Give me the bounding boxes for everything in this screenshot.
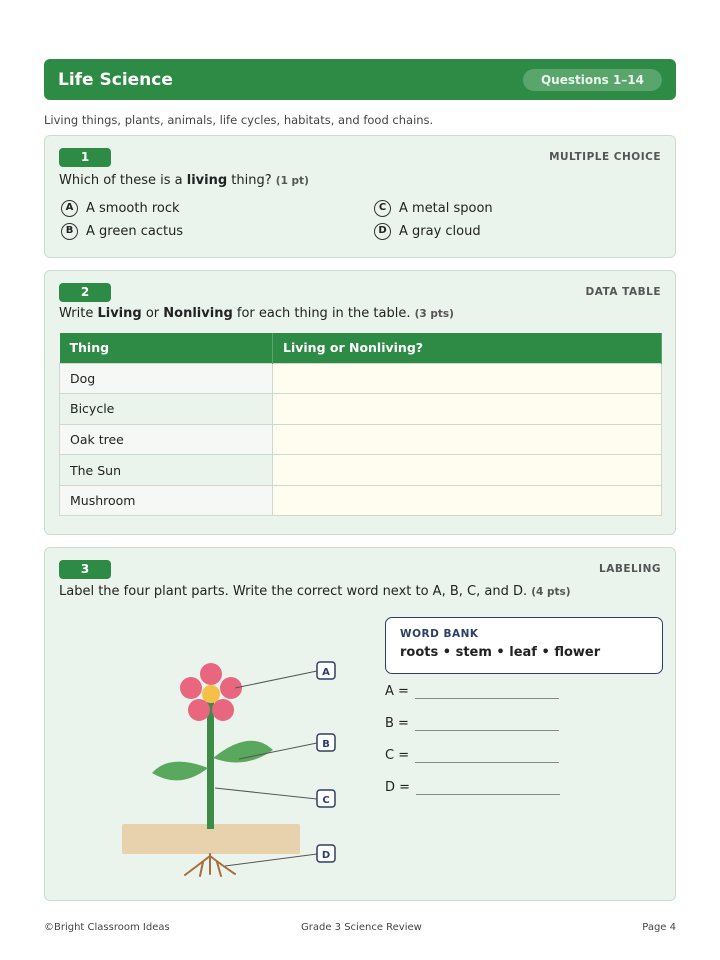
choice-text: A metal spoon: [399, 201, 493, 216]
question-prompt: [59, 306, 454, 321]
prompt-text: Label the four plant parts. Write the correct word next to A, B, C, and D.: [59, 584, 528, 599]
choice-letter-circle: B: [61, 223, 78, 240]
footer-copyright: ©Bright Classroom Ideas: [44, 922, 170, 933]
table-row: [60, 485, 662, 516]
question-2-card: [44, 270, 676, 535]
blank-label: D =: [385, 780, 411, 795]
thing-cell: Bicycle: [60, 394, 273, 425]
question-number-badge: 1: [59, 148, 111, 167]
question-type-label: MULTIPLE CHOICE: [549, 151, 661, 163]
choice-d[interactable]: [374, 223, 481, 240]
page-header: [44, 59, 676, 100]
prompt-emphasis: Living: [97, 306, 142, 321]
question-3-card: [44, 547, 676, 901]
page-title: Life Science: [58, 69, 173, 90]
answer-line[interactable]: [415, 685, 559, 699]
label-tag-c: [317, 790, 335, 807]
prompt-text: Write: [59, 306, 98, 321]
petal-shape: [212, 699, 234, 721]
word-bank-words: roots • stem • leaf • flower: [400, 645, 601, 660]
word-bank: [385, 617, 663, 674]
answer-cell[interactable]: [273, 485, 662, 516]
choice-b[interactable]: [61, 223, 183, 240]
question-1-card: [44, 135, 676, 258]
choice-c[interactable]: [374, 200, 493, 217]
choice-letter-circle: A: [61, 200, 78, 217]
answer-line[interactable]: [415, 717, 559, 731]
flower-center-shape: [202, 685, 220, 703]
answer-line[interactable]: [415, 749, 559, 763]
blank-label: C =: [385, 748, 410, 763]
question-range-badge: Questions 1–14: [523, 69, 662, 91]
choice-letter-circle: D: [374, 223, 391, 240]
thing-cell: Dog: [60, 363, 273, 394]
label-letter: C: [322, 795, 330, 806]
points-label: (4 pts): [531, 586, 571, 598]
thing-cell: The Sun: [60, 455, 273, 486]
table-row: [60, 455, 662, 486]
answer-blank-d[interactable]: [385, 780, 560, 795]
answer-blank-a[interactable]: [385, 684, 559, 699]
answer-blank-c[interactable]: [385, 748, 559, 763]
label-tag-b: [317, 734, 335, 751]
label-tag-d: [317, 845, 335, 862]
plant-diagram: [45, 548, 677, 902]
question-type-label: DATA TABLE: [585, 286, 661, 298]
question-prompt: [59, 173, 309, 188]
answer-cell[interactable]: [273, 424, 662, 455]
table-row: [60, 424, 662, 455]
choice-text: A gray cloud: [399, 224, 481, 239]
choice-text: A green cactus: [86, 224, 184, 239]
leader-line-c: [215, 788, 317, 799]
page-subtitle: Living things, plants, animals, life cycles, habitats, and food chains.: [44, 113, 434, 127]
thing-cell: Oak tree: [60, 424, 273, 455]
label-letter: B: [322, 739, 330, 750]
points-label: (3 pts): [414, 308, 454, 320]
prompt-text: for each thing in the table.: [232, 306, 411, 321]
roots-shape: [185, 854, 235, 876]
leader-line-d: [225, 854, 317, 866]
leader-line-a: [235, 671, 317, 688]
petal-shape: [180, 677, 202, 699]
choice-letter-circle: C: [374, 200, 391, 217]
footer-course: Grade 3 Science Review: [301, 922, 422, 933]
leaf-left-shape: [152, 762, 208, 781]
petal-shape: [188, 699, 210, 721]
prompt-text: thing?: [227, 173, 272, 188]
living-nonliving-table: [59, 333, 662, 516]
footer-page-number: Page 4: [642, 922, 676, 933]
blank-label: A =: [385, 684, 409, 699]
choice-a[interactable]: [61, 200, 180, 217]
points-label: (1 pt): [275, 175, 309, 187]
label-tag-a: [317, 662, 335, 679]
answer-line[interactable]: [416, 781, 560, 795]
prompt-text: Which of these is a: [59, 173, 187, 188]
column-header-thing: Thing: [60, 333, 273, 363]
question-number-badge: 2: [59, 283, 111, 302]
table-row: [60, 394, 662, 425]
choice-text: A smooth rock: [86, 201, 180, 216]
word-bank-title: WORD BANK: [400, 628, 479, 640]
leaf-right-shape: [213, 741, 273, 763]
prompt-text: or: [141, 306, 164, 321]
table-row: [60, 363, 662, 394]
petal-shape: [200, 663, 222, 685]
label-letter: A: [322, 667, 330, 678]
answer-blank-b[interactable]: [385, 716, 559, 731]
question-number-badge: 3: [59, 560, 111, 579]
answer-cell[interactable]: [273, 363, 662, 394]
blank-label: B =: [385, 716, 409, 731]
answer-cell[interactable]: [273, 394, 662, 425]
answer-cell[interactable]: [273, 455, 662, 486]
prompt-emphasis: living: [186, 173, 228, 188]
petal-shape: [220, 677, 242, 699]
question-type-label: LABELING: [599, 563, 661, 575]
prompt-emphasis: Nonliving: [163, 306, 233, 321]
thing-cell: Mushroom: [60, 485, 273, 516]
label-letter: D: [321, 850, 331, 861]
column-header-answer: Living or Nonliving?: [273, 333, 662, 363]
